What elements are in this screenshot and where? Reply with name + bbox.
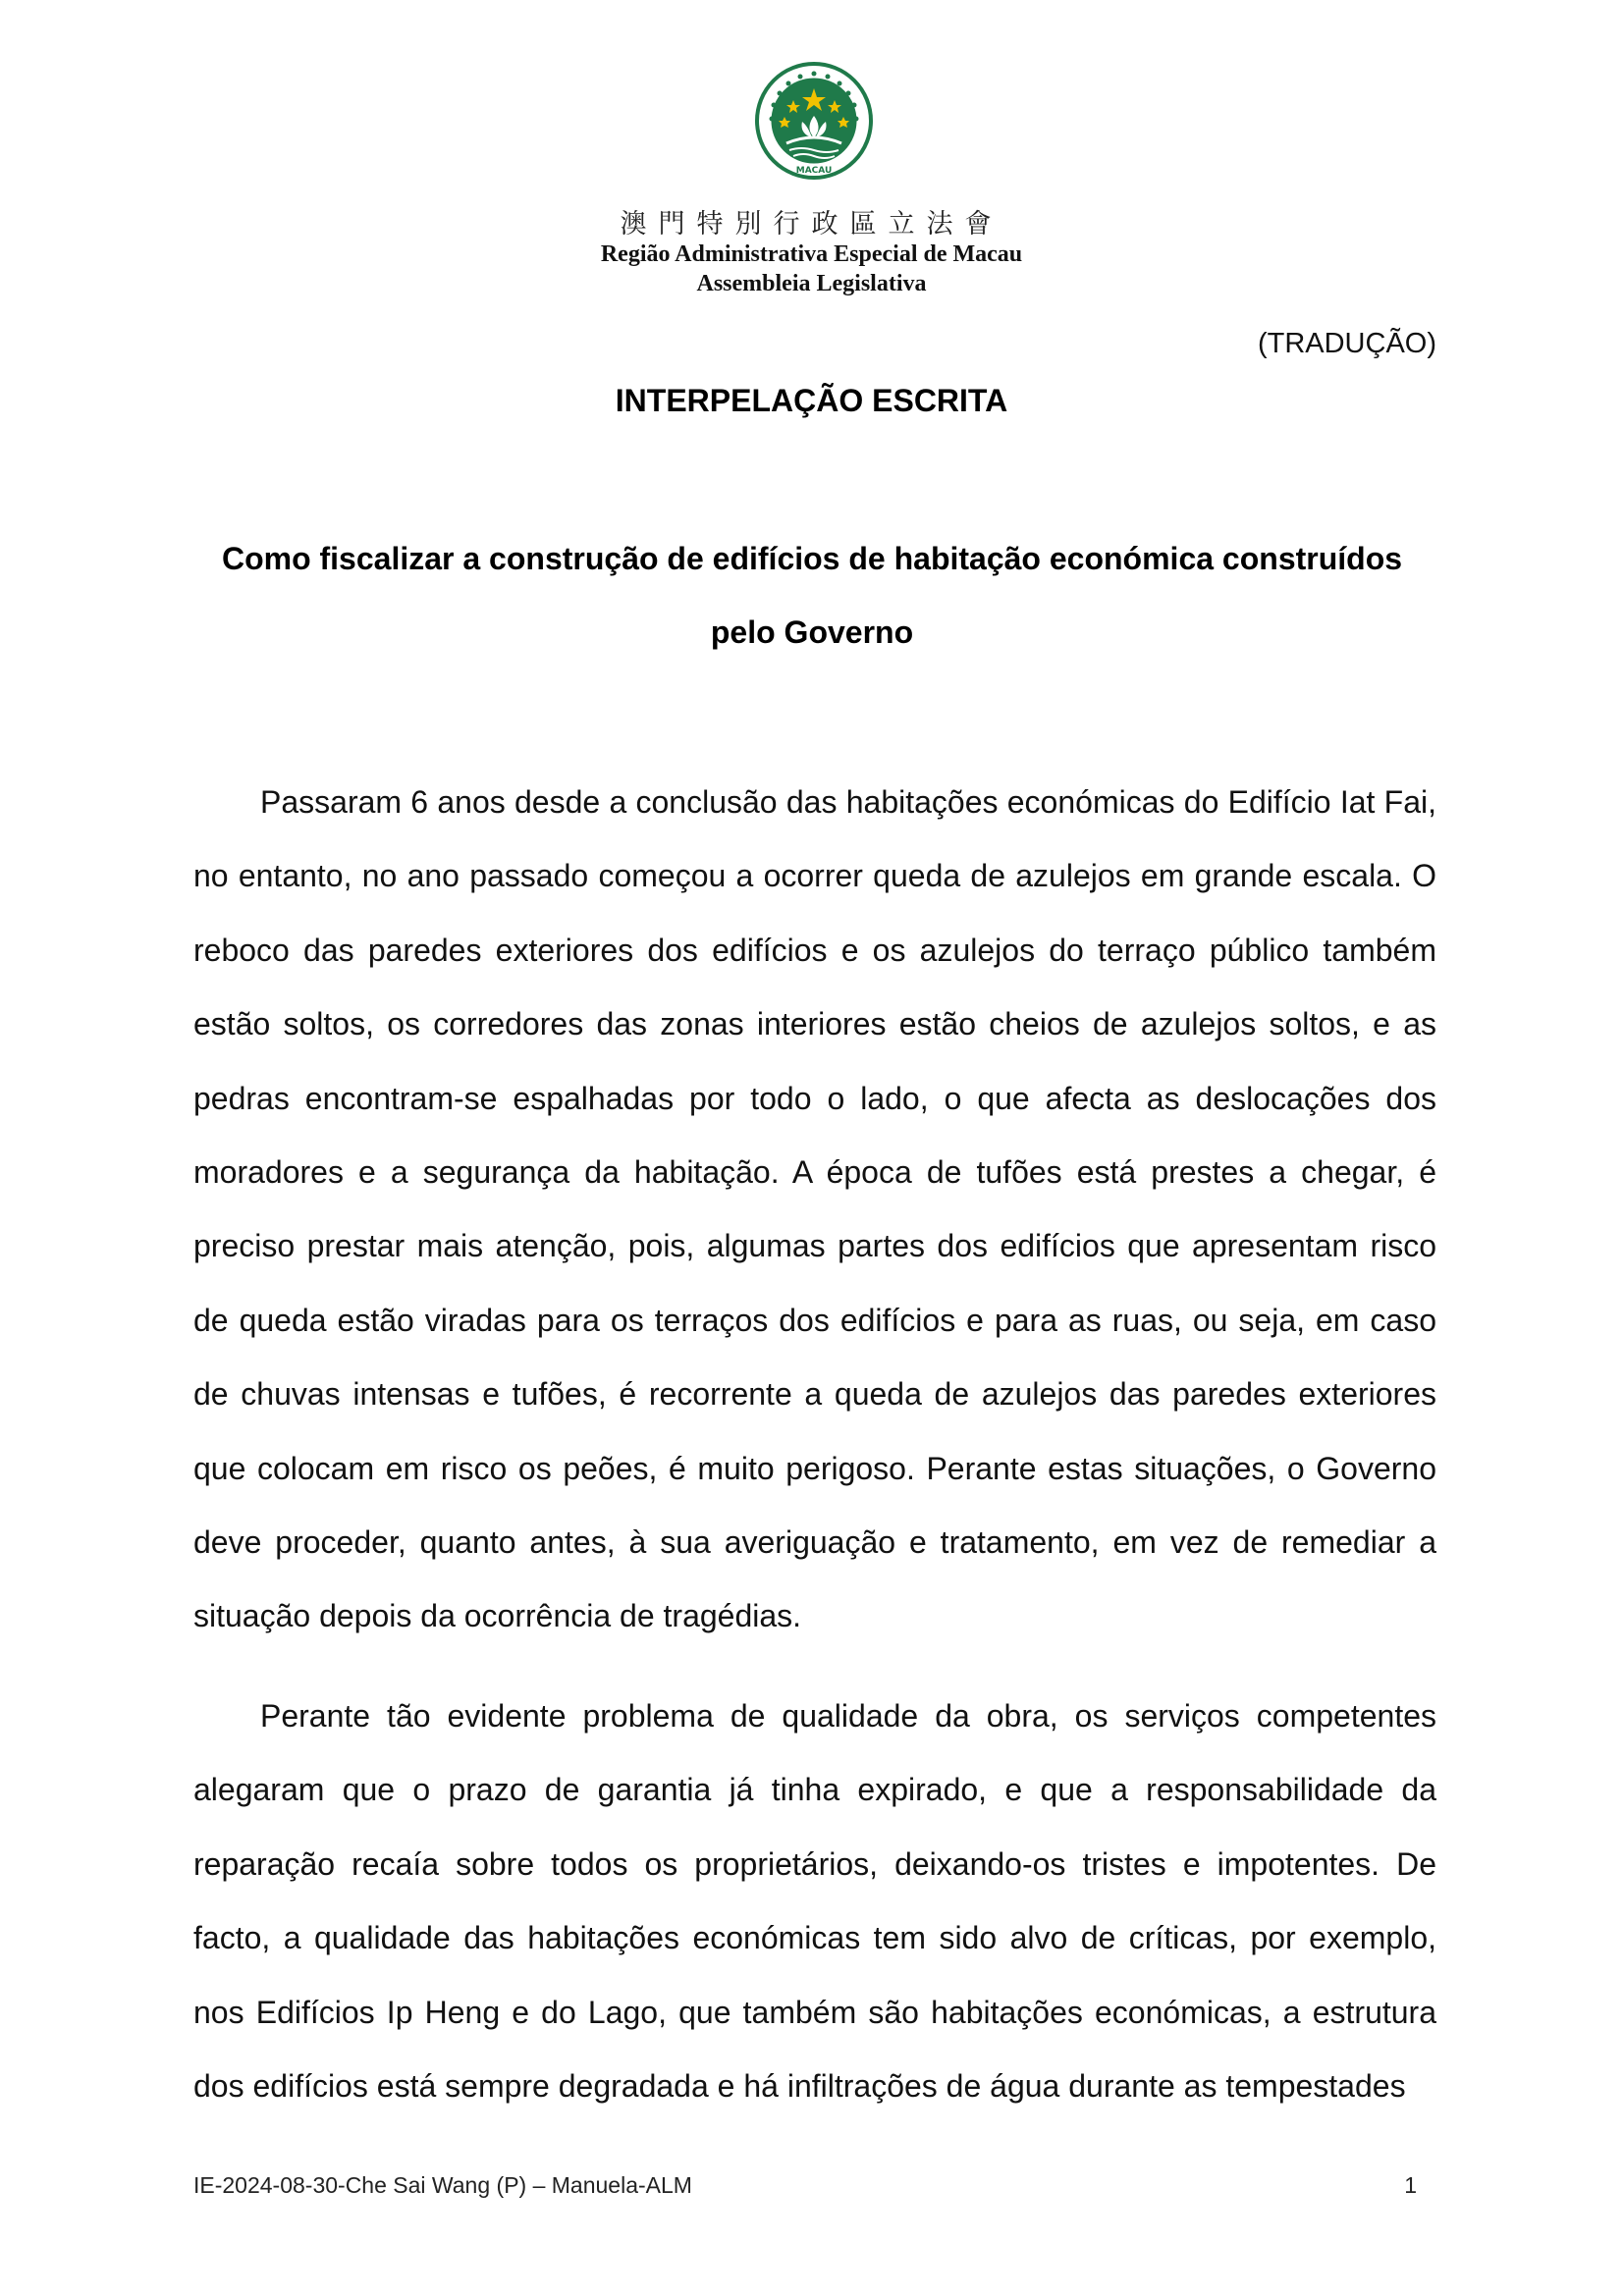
- macau-emblem-icon: [754, 61, 874, 181]
- assembly-name: Assembleia Legislativa: [696, 271, 927, 296]
- institution-name-portuguese: Região Administrativa Especial de Macau: [600, 241, 1023, 267]
- footer-reference: IE-2024-08-30-Che Sai Wang (P) – Manuela-ALM: [193, 2172, 692, 2198]
- page-number: 1: [1404, 2172, 1417, 2198]
- translation-note: (TRADUÇÃO): [1257, 328, 1436, 359]
- institution-name-chinese: 澳門特別行政區立法會: [620, 209, 1003, 240]
- document-type-heading: INTERPELAÇÃO ESCRITA: [615, 383, 1008, 418]
- body-paragraph: Perante tão evidente problema de qualidade da obra, os serviços competentes alegaram que o prazo de garantia já tinha expirado, e que a responsabilidade da reparação recaía sobre todos os proprietários, deixando-os tristes e impotentes. De facto, a qualidade das habitações económicas tem sido alvo de críticas, por exemplo, nos Edifícios Ip Heng e do Lago, que também são habitações económicas, a estrutura dos edifícios está sempre degradada e há infiltrações de água durante as tempestades: [193, 1697, 1436, 2104]
- emblem-label: MACAU: [795, 166, 833, 176]
- body-paragraph: Passaram 6 anos desde a conclusão das habitações económicas do Edifício Iat Fai, no entanto, no ano passado começou a ocorrer queda de azulejos em grande escala. O reboco das paredes exteriores dos edifícios e os azulejos do terraço público também estão soltos, os corredores das zonas interiores estão cheios de azulejos soltos, e as pedras encontram-se espalhadas por todo o lado, o que afecta as deslocações dos moradores e a segurança da habitação. A época de tufões está prestes a chegar, é preciso prestar mais atenção, pois, algumas partes dos edifícios que apresentam risco de queda estão viradas para os terraços dos edifícios e para as ruas, ou seja, em caso de chuvas intensas e tufões, é recorrente a queda de azulejos das paredes exteriores que colocam em risco os peões, é muito perigoso. Perante estas situações, o Governo deve proceder, quanto antes, à sua averiguação e tratamento, em vez de remediar a situação depois da ocorrência de tragédias.: [193, 784, 1436, 1634]
- document-body: [193, 766, 1436, 2149]
- document-title: Como fiscalizar a construção de edifícios de habitação económica construídos pelo Governo: [221, 541, 1403, 650]
